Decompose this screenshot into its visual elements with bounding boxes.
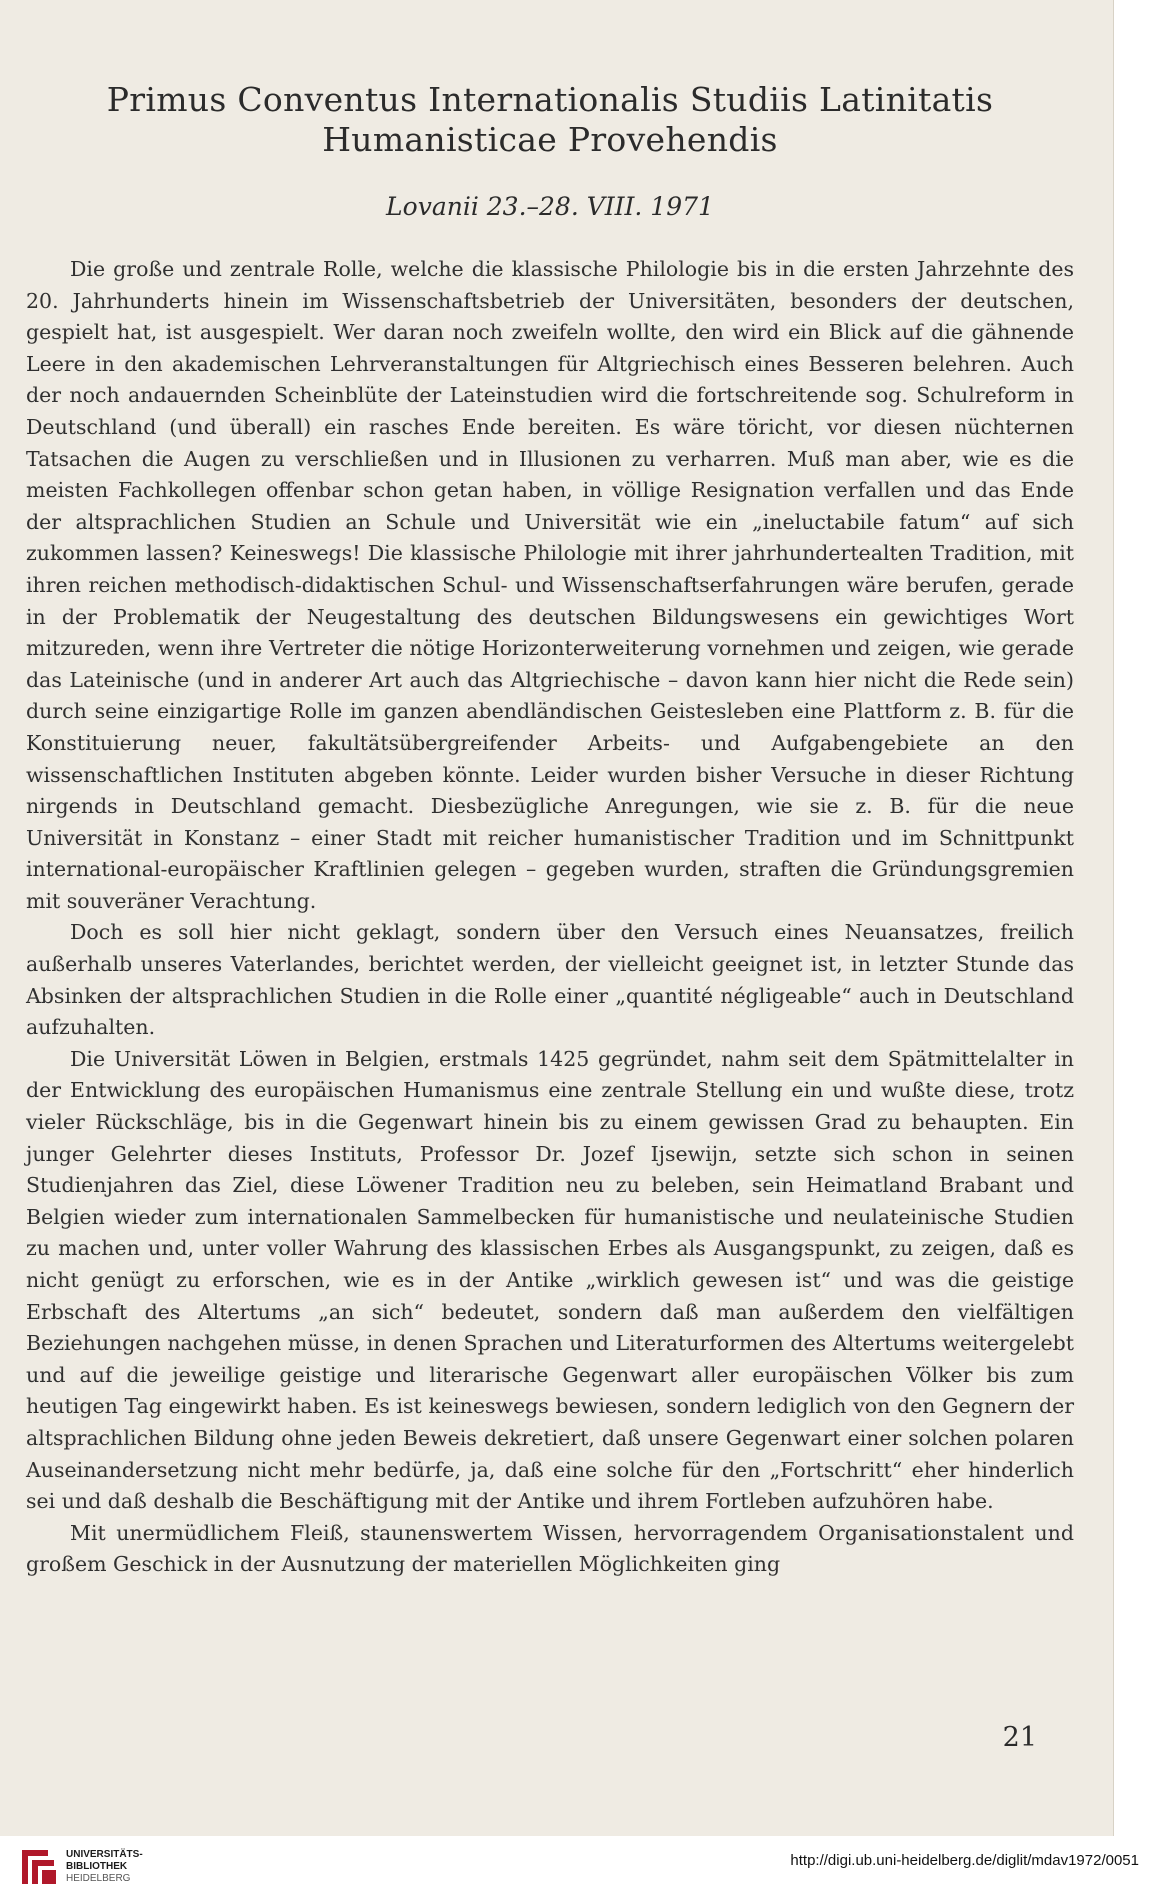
page-number: 21 bbox=[1002, 1722, 1037, 1753]
document-subtitle: Lovanii 23.–28. VIII. 1971 bbox=[386, 192, 714, 221]
paragraph-1: Die große und zentrale Rolle, welche die klassische Philologie bis in die ersten Jahrzehnte des 20. Jahrhunderts hinein im Wissenschaftsbetrieb der Universitäten, besonders der deutschen, gespielt hat, ist ausgespielt. Wer daran noch zweifeln wollte, den wird ein Blick auf die gähnende Leere in den akademischen Lehrveranstaltungen für Altgriechisch eines Besseren belehren. Auch der noch andauernden Scheinblüte der Lateinstudien wird die fortschreitende sog. Schulreform in Deutschland (und überall) ein rasches Ende bereiten. Es wäre töricht, vor diesen nüchternen Tatsachen die Augen zu verschließen und in Illusionen zu verharren. Muß man aber, wie es die meisten Fachkollegen offenbar schon getan haben, in völlige Resignation verfallen und das Ende der altsprachlichen Studien an Schule und Universität wie ein „ineluctabile fatum“ auf sich zukommen lassen? Keineswegs! Die klassische Philologie mit ihrer jahrhundertealten Tradition, mit ihren reichen methodisch-didaktischen Schul- und Wissenschaftserfahrungen wäre berufen, gerade in der Problematik der Neugestaltung des deutschen Bildungswesens ein gewichtiges Wort mitzureden, wenn ihre Vertreter die nötige Horizonterweiterung vornehmen und zeigen, wie gerade das Lateinische (und in anderer Art auch das Altgriechische – davon kann hier nicht die Rede sein) durch seine einzigartige Rolle im ganzen abendländischen Geistesleben eine Plattform z. B. für die Konstituierung neuer, fakultätsübergreifender Arbeits- und Aufgabengebiete an den wissenschaftlichen Instituten abgeben könnte. Leider wurden bisher Versuche in dieser Richtung nirgends in Deutschland gemacht. Diesbezügliche Anregungen, wie sie z. B. für die neue Universität in Konstanz – einer Stadt mit reicher humanistischer Tradition und im Schnittpunkt international-europäischer Kraftlinien gelegen – gegeben wurden, straften die Gründungsgremien mit souveräner Verachtung. bbox=[26, 257, 1074, 913]
document-body bbox=[26, 254, 1074, 1581]
title-line-2: Humanisticae Provehendis bbox=[322, 120, 778, 159]
paragraph-2: Doch es soll hier nicht geklagt, sondern über den Versuch eines Neuansatzes, freilich außerhalb unseres Vaterlandes, berichtet werden, der vielleicht geeignet ist, in letzter Stunde das Absinken der altsprachlichen Studien in die Rolle einer „quantité négligeable“ auch in Deutschland aufzuhalten. bbox=[26, 920, 1074, 1040]
library-logo-icon bbox=[18, 1846, 60, 1888]
source-url-link[interactable]: http://digi.ub.uni-heidelberg.de/diglit/mdav1972/0051 bbox=[790, 1852, 1139, 1869]
document-title bbox=[0, 80, 1100, 160]
footer-bar bbox=[0, 1836, 1153, 1894]
paragraph-4: Mit unermüdlichem Fleiß, staunenswertem Wissen, hervorragendem Organisationstalent und großem Geschick in der Ausnutzung der materiellen Möglichkeiten ging bbox=[26, 1520, 1074, 1577]
paragraph-3: Die Universität Löwen in Belgien, erstmals 1425 gegründet, nahm seit dem Spätmittelalter in der Entwicklung des europäischen Humanismus eine zentrale Stellung ein und wußte diese, trotz vieler Rückschläge, bis in die Gegenwart hinein bis zu einem gewissen Grad zu behaupten. Ein junger Gelehrter dieses Instituts, Professor Dr. Jozef Ijsewijn, setzte sich schon in seinen Studienjahren das Ziel, diese Löwener Tradition neu zu beleben, sein Heimatland Brabant und Belgien wieder zum internationalen Sammelbecken für humanistische und neulateinische Studien zu machen und, unter voller Wahrung des klassischen Erbes als Ausgangspunkt, zu zeigen, daß es nicht genügt zu erforschen, wie es in der Antike „wirklich gewesen ist“ und was die geistige Erbschaft des Altertums „an sich“ bedeutet, sondern daß man außerdem den vielfältigen Beziehungen nachgehen müsse, in denen Sprachen und Literaturformen des Altertums weitergelebt und auf die jeweilige geistige und literarische Gegenwart aller europäischen Völker bis zum heutigen Tag eingewirkt haben. Es ist keineswegs bewiesen, sondern lediglich von den Gegnern der altsprachlichen Bildung ohne jeden Beweis dekretiert, daß unsere Gegenwart einer solchen polaren Auseinandersetzung nicht mehr bedürfe, ja, daß eine solche für den „Fortschritt“ eher hinderlich sei und daß deshalb die Beschäftigung mit der Antike und ihrem Fortleben aufzuhören habe. bbox=[26, 1046, 1074, 1514]
library-name: UNIVERSITÄTS- BIBLIOTHEK HEIDELBERG bbox=[66, 1849, 143, 1884]
title-line-1: Primus Conventus Internationalis Studiis Latinitatis bbox=[106, 80, 994, 119]
